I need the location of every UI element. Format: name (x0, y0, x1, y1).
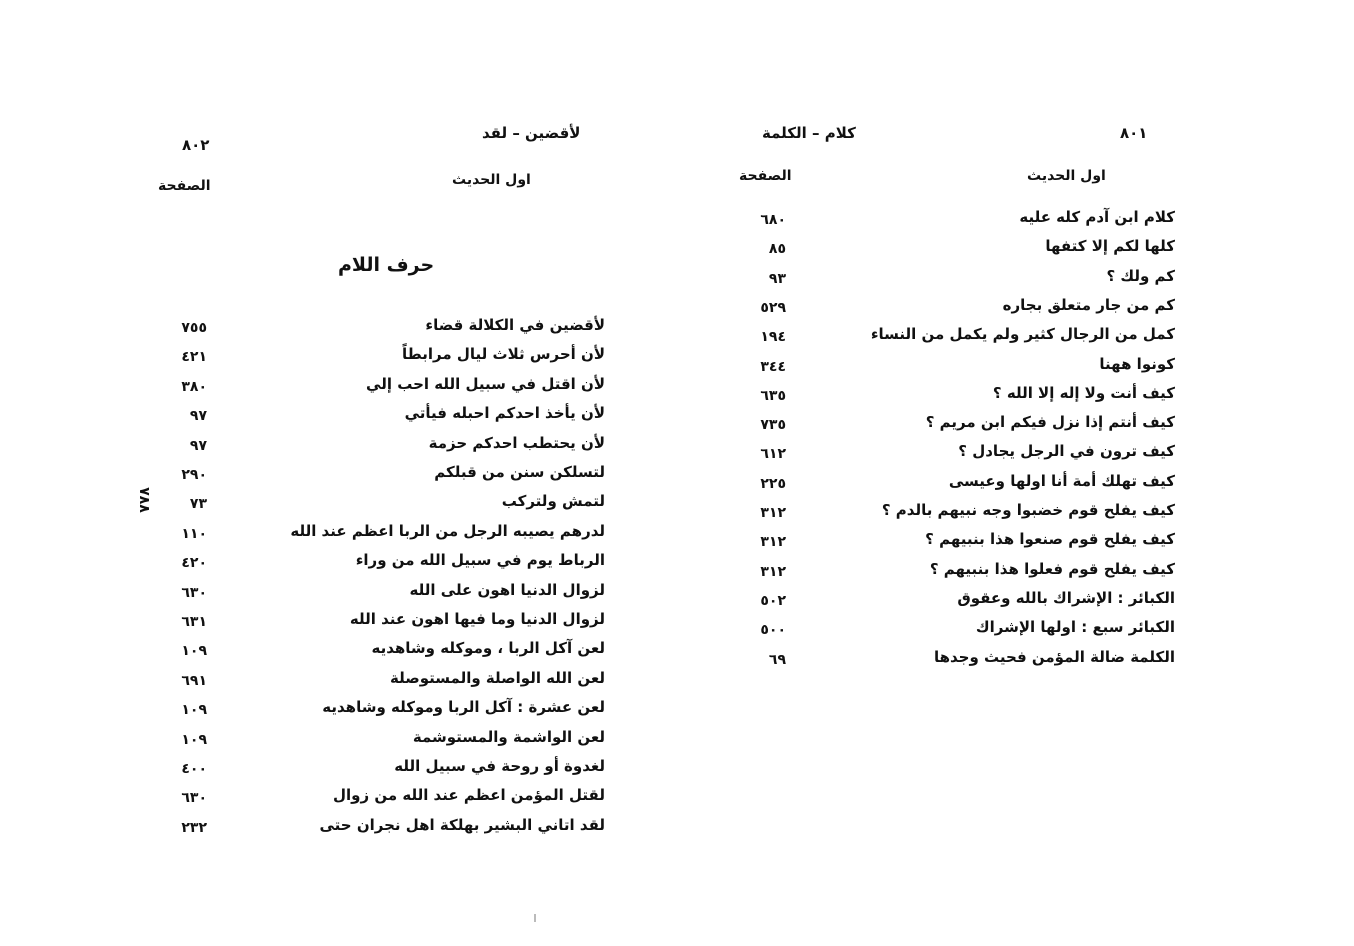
index-entry (677, 530, 1354, 558)
column-header-text: اول الحديث (452, 172, 531, 188)
index-entry (0, 404, 677, 432)
entry-text: الكلمة ضالة المؤمن فحيث وجدها (933, 647, 1175, 666)
index-entry (677, 208, 1354, 236)
entry-page: ٧٥٥ (181, 320, 207, 336)
index-entry (677, 589, 1354, 617)
entry-text: كلام ابن آدم كله عليه (1019, 208, 1175, 226)
entry-page: ١٠٩ (181, 643, 207, 660)
column-header-page: الصفحة (158, 178, 211, 194)
entry-text: كيف أنتم إذا نزل فيكم ابن مريم ؟ (925, 413, 1175, 432)
entry-text: لقتل المؤمن اعظم عند الله من زوال (333, 786, 605, 805)
entry-text: كم من جار متعلق بجاره (1002, 295, 1175, 314)
side-page-number: ٧٧٨ (136, 487, 153, 513)
index-entry (0, 786, 677, 814)
entry-text: كلها لكم إلا كتفها (1045, 237, 1175, 256)
index-entry (0, 316, 677, 344)
index-entry (0, 345, 677, 373)
running-title: لأقضين – لقد (482, 124, 581, 142)
entry-text: لدرهم يصيبه الرجل من الربا اعظم عند الله (290, 521, 605, 540)
index-entry (677, 648, 1354, 676)
entry-page: ٣١٢ (760, 505, 786, 521)
entry-page: ١٠٩ (181, 702, 207, 719)
entry-page: ٦٨٠ (760, 212, 786, 228)
entry-page: ٢٣٢ (181, 819, 207, 836)
entry-text: لتسلكن سنن من قبلكم (434, 463, 605, 481)
page-number: ٨٠٢ (182, 136, 210, 154)
entry-text: كيف يفلح قوم خضبوا وجه نبيهم بالدم ؟ (881, 501, 1175, 519)
column-header-text: اول الحديث (1027, 168, 1106, 184)
entry-text: كيف تهلك أمة أنا اولها وعيسى (948, 471, 1175, 490)
index-entry (0, 728, 677, 756)
entry-text: لغدوة أو روحة في سبيل الله (394, 757, 605, 775)
column-header-page: الصفحة (739, 168, 792, 184)
entry-page: ٧٣ (189, 496, 207, 513)
index-entry (677, 384, 1354, 412)
entry-page: ٤٠٠ (181, 761, 207, 777)
index-entry (677, 237, 1354, 265)
index-entry (0, 757, 677, 785)
right-page (677, 0, 1354, 946)
entry-text: لأقضين في الكلالة قضاء (425, 316, 605, 334)
entry-page: ٩٧ (189, 437, 207, 454)
index-entry (677, 618, 1354, 646)
index-entry (0, 522, 677, 550)
entry-page: ٤٢٠ (181, 555, 207, 572)
entry-text: كيف يفلح قوم فعلوا هذا بنبيهم ؟ (929, 559, 1175, 578)
entry-text: كمل من الرجال كثير ولم يكمل من النساء (870, 325, 1175, 344)
entry-page: ٣١٢ (760, 534, 786, 551)
entry-text: الرباط يوم في سبيل الله من وراء (355, 551, 605, 570)
entry-page: ٦٣١ (181, 614, 207, 630)
index-entry (0, 610, 677, 638)
entry-page: ٣٨٠ (181, 378, 207, 395)
entry-page: ٦١٢ (760, 446, 786, 463)
index-entry (677, 355, 1354, 383)
entry-text: لزوال الدنيا وما فيها اهون عند الله (349, 610, 605, 628)
running-title: كلام – الكلمة (762, 124, 856, 142)
entry-text: كيف ترون في الرجل يجادل ؟ (958, 442, 1175, 461)
index-entry (677, 472, 1354, 500)
index-entry (0, 816, 677, 844)
entry-text: لأن يأخذ احدكم احبله فيأتي (404, 404, 605, 423)
entry-page: ٣٤٤ (760, 358, 786, 375)
scan-mark (534, 914, 536, 922)
entry-page: ٣١٢ (760, 563, 786, 580)
index-entry (0, 551, 677, 579)
entry-text: لأن أحرس ثلاث ليال مرابطاً (402, 345, 605, 364)
entry-text: لقد اتاني البشير بهلكة اهل نجران حتى (319, 815, 605, 834)
index-entry (0, 639, 677, 667)
page-number: ٨٠١ (1120, 124, 1148, 142)
index-entry (677, 296, 1354, 324)
entry-page: ٦٣٠ (181, 790, 207, 807)
index-entry (0, 492, 677, 520)
entry-page: ٩٣ (768, 270, 786, 287)
index-entry (0, 669, 677, 697)
index-entry (0, 463, 677, 491)
entry-text: لزوال الدنيا اهون على الله (409, 580, 605, 599)
index-entry (677, 413, 1354, 441)
index-entry (0, 375, 677, 403)
index-entry (677, 560, 1354, 588)
entry-text: لتمش ولتركب (501, 492, 605, 511)
entry-text: لعن عشرة : آكل الربا وموكله وشاهديه (322, 698, 605, 717)
entry-text: لعن آكل الربا ، وموكله وشاهديه (371, 639, 605, 658)
entry-page: ١٠٩ (181, 731, 207, 748)
entry-page: ٥٢٩ (760, 299, 786, 316)
entry-page: ٢٢٥ (760, 475, 786, 492)
entry-page: ٦٩ (768, 651, 786, 668)
index-entry (0, 581, 677, 609)
entry-text: الكبائر سبع : اولها الإشراك (975, 618, 1175, 637)
index-entry (677, 325, 1354, 353)
entry-text: لأن يحتطب احدكم حزمة (428, 433, 605, 452)
index-entry (0, 434, 677, 462)
entry-text: كيف أنت ولا إله إلا الله ؟ (992, 383, 1175, 402)
entry-page: ٦٣٥ (760, 387, 786, 404)
entry-text: كيف يفلح قوم صنعوا هذا بنبيهم ؟ (925, 530, 1175, 549)
entry-text: لعن الله الواصلة والمستوصلة (390, 668, 605, 687)
entry-page: ١١٠ (181, 525, 207, 542)
entry-text: كونوا ههنا (1099, 354, 1175, 373)
index-entry (677, 267, 1354, 295)
entry-page: ٤٢١ (181, 349, 207, 366)
entry-page: ٥٠٠ (760, 622, 786, 639)
entry-text: كم ولك ؟ (1106, 266, 1175, 285)
entry-page: ١٩٤ (760, 329, 786, 346)
entry-page: ٧٣٥ (760, 417, 786, 434)
entry-page: ٦٣٠ (181, 584, 207, 601)
entry-page: ٦٩١ (181, 672, 207, 689)
index-entry (0, 698, 677, 726)
section-title: حرف اللام (338, 254, 435, 276)
entry-text: لعن الواشمة والمستوشمة (412, 727, 605, 746)
entry-text: الكبائر : الإشراك بالله وعقوق (957, 588, 1175, 607)
entry-page: ٥٠٢ (760, 592, 786, 609)
entry-page: ٢٩٠ (181, 467, 207, 483)
index-entry (677, 442, 1354, 470)
entry-page: ٩٧ (189, 408, 207, 425)
index-entry (677, 501, 1354, 529)
entry-text: لأن اقتل في سبيل الله احب إلي (366, 374, 605, 393)
entry-page: ٨٥ (768, 241, 786, 258)
